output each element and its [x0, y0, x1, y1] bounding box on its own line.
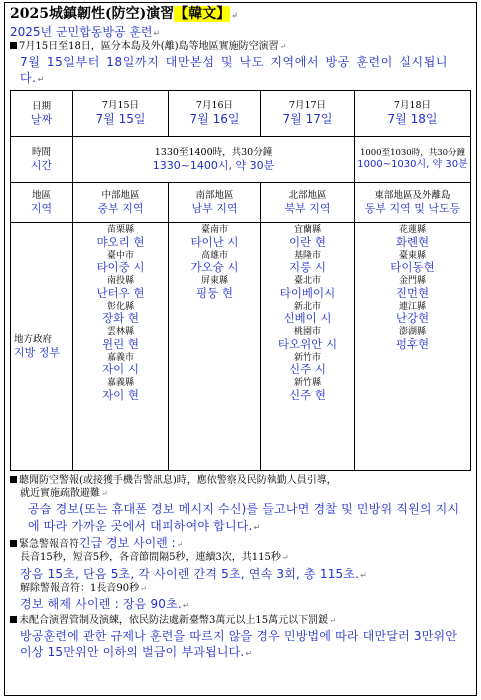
city-ko: 먀오리 현	[96, 234, 145, 249]
penalty-ko-text: 방공훈련에 관한 규제나 훈련을 따르지 않을 경우 민방법에 따라 대만달러 3만위안 이상 15만위안 이하의 벌금이 부과됩니다.	[20, 629, 458, 660]
city-zh: 連江縣	[398, 301, 426, 312]
row-head-zh: 地區	[31, 190, 51, 202]
city-ko: 자이 시	[102, 362, 139, 377]
paragraph-mark-icon: ↵	[279, 41, 287, 51]
time-ko: 1000~1030시, 약 30분	[357, 158, 468, 170]
paragraph-mark-icon: ↵	[329, 615, 336, 625]
city-zh: 新北市	[293, 301, 321, 312]
row-head-ko: 지역	[30, 201, 53, 215]
row-head-ko: 지방 정부	[14, 345, 61, 359]
city-ko: 타이동현	[390, 260, 435, 275]
section-penalty-korean	[10, 628, 471, 660]
date-ko: 7월 16일	[189, 112, 240, 127]
page-title	[10, 6, 471, 24]
date-cell	[73, 91, 169, 137]
region-cell	[169, 183, 261, 223]
bullet-square-icon	[10, 476, 17, 483]
evacuation-ko-text: 공습 경보(또는 휴대폰 경보 메시지 수신)를 들고나면 경찰 및 민방위 직원의 지시에 따라 가까운 곳에서 대피하여야 합니다.	[28, 502, 460, 533]
city-ko: 자이 현	[102, 387, 139, 402]
city-cell-central	[73, 223, 169, 471]
title-language-tag: 【韓文】	[174, 6, 231, 22]
city-ko: 타이중 시	[96, 260, 145, 275]
title-korean	[10, 25, 471, 40]
city-ko: 신주 시	[289, 362, 326, 377]
date-cell	[355, 91, 471, 137]
region-ko: 동부 지역 및 낙도등	[364, 201, 461, 215]
paragraph-mark-icon: ↵	[360, 570, 368, 580]
city-zh: 臺南市	[200, 225, 228, 236]
row-head-zh: 時間	[31, 147, 51, 159]
document-frame	[4, 2, 477, 696]
siren-ko-heading: 긴급 경보 사이렌 :	[79, 535, 176, 550]
date-ko: 7월 18일	[387, 112, 438, 127]
city-zh: 澎湖縣	[398, 327, 426, 338]
city-ko: 가오슝 시	[190, 260, 239, 275]
siren-zh-release	[10, 583, 471, 596]
title-korean-text: 2025년 군민합동방공 훈련	[10, 24, 153, 39]
city-ko: 윈린 현	[102, 336, 139, 351]
table-row-time	[11, 137, 471, 183]
city-zh: 苗栗縣	[106, 225, 134, 236]
city-zh: 臺中市	[106, 250, 134, 261]
row-head-ko: 날짜	[30, 112, 53, 126]
city-ko: 펑후현	[395, 336, 430, 351]
paragraph-mark-icon: ↵	[153, 28, 161, 38]
paragraph-mark-icon: ↵	[253, 522, 261, 532]
section-penalty-chinese	[10, 615, 471, 628]
time-cell-last	[355, 137, 471, 183]
siren-zh-heading: 緊急警報音符	[19, 538, 79, 550]
city-ko: 난강현	[395, 311, 430, 326]
city-ko: 난터우 현	[96, 285, 145, 300]
region-zh: 中部地區	[101, 190, 140, 202]
row-head-dates	[11, 91, 73, 137]
region-ko: 북부 지역	[284, 201, 331, 215]
city-ko: 진먼현	[395, 285, 430, 300]
table-row-government	[11, 223, 471, 471]
date-cell	[261, 91, 355, 137]
siren-ko-detail-text: 장음 15초, 단음 5초, 각 사이렌 간격 5초, 연속 3회, 총 115초.	[20, 566, 360, 581]
city-zh: 南投縣	[106, 276, 134, 287]
date-cell	[169, 91, 261, 137]
bullet-square-icon	[10, 540, 17, 547]
date-zh: 7月15日	[101, 100, 140, 112]
siren-zh-detail-text: 長音15秒，短音5秒，各音節間隔5秒，連續3次，共115秒	[20, 552, 281, 564]
city-zh: 桃園市	[293, 327, 321, 338]
time-cell-main	[73, 137, 355, 183]
city-zh: 臺東縣	[398, 250, 426, 261]
city-zh: 屏東縣	[200, 276, 228, 287]
city-zh: 彰化縣	[106, 301, 134, 312]
date-zh: 7月17日	[288, 100, 327, 112]
city-zh: 花蓮縣	[398, 225, 426, 236]
city-ko: 지룽 시	[289, 260, 326, 275]
intro-korean-text: 7월 15일부터 18일까지 대만본섬 및 낙도 지역에서 방공 훈련이 실시됩니다.	[20, 55, 449, 86]
siren-zh-release-text: 解除警報音符：1長音90秒	[20, 582, 140, 594]
schedule-table	[10, 90, 471, 471]
section-siren-heading	[10, 536, 471, 552]
city-ko: 타오위안 시	[277, 336, 338, 351]
row-head-ko: 시간	[30, 158, 53, 172]
intro-korean	[10, 54, 471, 86]
city-ko: 장화 현	[102, 311, 139, 326]
date-ko: 7월 17일	[282, 112, 333, 127]
time-zh: 1000至1030時，共30分鐘	[359, 148, 466, 159]
city-ko: 신주 현	[289, 387, 326, 402]
city-ko: 이란 현	[289, 234, 326, 249]
row-head-region	[11, 183, 73, 223]
date-zh: 7月16日	[195, 100, 234, 112]
paragraph-mark-icon: ↵	[231, 10, 238, 20]
penalty-zh-text: 未配合演習管制及演練，依民防法處新臺幣3萬元以上15萬元以下罰鍰	[19, 614, 329, 626]
paragraph-mark-icon: ↵	[245, 649, 253, 659]
city-zh: 嘉義縣	[106, 378, 134, 389]
city-zh: 新竹縣	[293, 378, 321, 389]
city-ko: 핑둥 현	[196, 285, 233, 300]
city-zh: 宜蘭縣	[293, 225, 321, 236]
table-row-region	[11, 183, 471, 223]
date-zh: 7月18日	[393, 100, 432, 112]
city-zh: 基隆市	[293, 250, 321, 261]
row-head-zh: 日期	[31, 101, 51, 113]
date-ko: 7월 15일	[95, 112, 146, 127]
city-zh: 嘉義市	[106, 352, 134, 363]
city-cell-south	[169, 223, 261, 471]
city-ko: 타이난 시	[190, 234, 239, 249]
region-zh: 北部地區	[288, 190, 327, 202]
siren-ko-detail	[10, 566, 471, 582]
city-ko: 신베이 시	[283, 311, 332, 326]
paragraph-mark-icon: ↵	[140, 583, 147, 593]
section-evacuation-korean	[10, 501, 471, 533]
paragraph-mark-icon: ↵	[176, 539, 184, 549]
city-zh: 臺北市	[293, 276, 321, 287]
city-zh: 高雄市	[200, 250, 228, 261]
bullet-square-icon	[10, 616, 17, 623]
paragraph-mark-icon: ↵	[182, 601, 190, 611]
title-chinese: 2025城鎮韌性(防空)演習	[10, 6, 175, 22]
siren-ko-release	[10, 596, 471, 612]
siren-ko-release-text: 경보 해제 사이렌 : 장음 90초.	[20, 597, 182, 612]
region-zh: 東部地區及外離島	[374, 190, 451, 202]
city-ko: 타이베이시	[279, 285, 336, 300]
bullet-square-icon	[10, 42, 17, 49]
region-cell	[73, 183, 169, 223]
paragraph-mark-icon: ↵	[101, 488, 108, 498]
city-ko: 화롄현	[395, 234, 430, 249]
region-cell	[261, 183, 355, 223]
paragraph-mark-icon: ↵	[281, 553, 289, 563]
siren-zh-detail	[10, 552, 471, 565]
table-row-dates	[11, 91, 471, 137]
row-head-zh: 地方政府	[14, 334, 53, 346]
region-ko: 중부 지역	[97, 201, 144, 215]
row-head-government	[11, 223, 73, 471]
paragraph-mark-icon: ↵	[37, 75, 45, 85]
city-zh: 雲林縣	[106, 327, 134, 338]
intro-chinese-text: 7月15日至18日，區分本島及外(離)島等地區實施防空演習	[19, 40, 279, 52]
row-head-time	[11, 137, 73, 183]
section-evacuation-chinese	[10, 475, 471, 500]
intro-chinese	[10, 41, 471, 54]
region-cell	[355, 183, 471, 223]
city-cell-east	[355, 223, 471, 471]
city-cell-north	[261, 223, 355, 471]
evacuation-zh-line2: 就近實施疏散避難	[20, 487, 100, 499]
city-zh: 金門縣	[398, 276, 426, 287]
time-zh: 1330至1400時，共30分鐘	[154, 147, 273, 159]
city-zh: 新竹市	[293, 352, 321, 363]
evacuation-zh-line1: 聽聞防空警報(或接獲手機告警訊息)時，應依警察及民防執勤人員引導，	[19, 475, 337, 487]
time-ko: 1330~1400시, 약 30분	[152, 158, 275, 172]
region-zh: 南部地區	[195, 190, 234, 202]
region-ko: 남부 지역	[191, 201, 238, 215]
